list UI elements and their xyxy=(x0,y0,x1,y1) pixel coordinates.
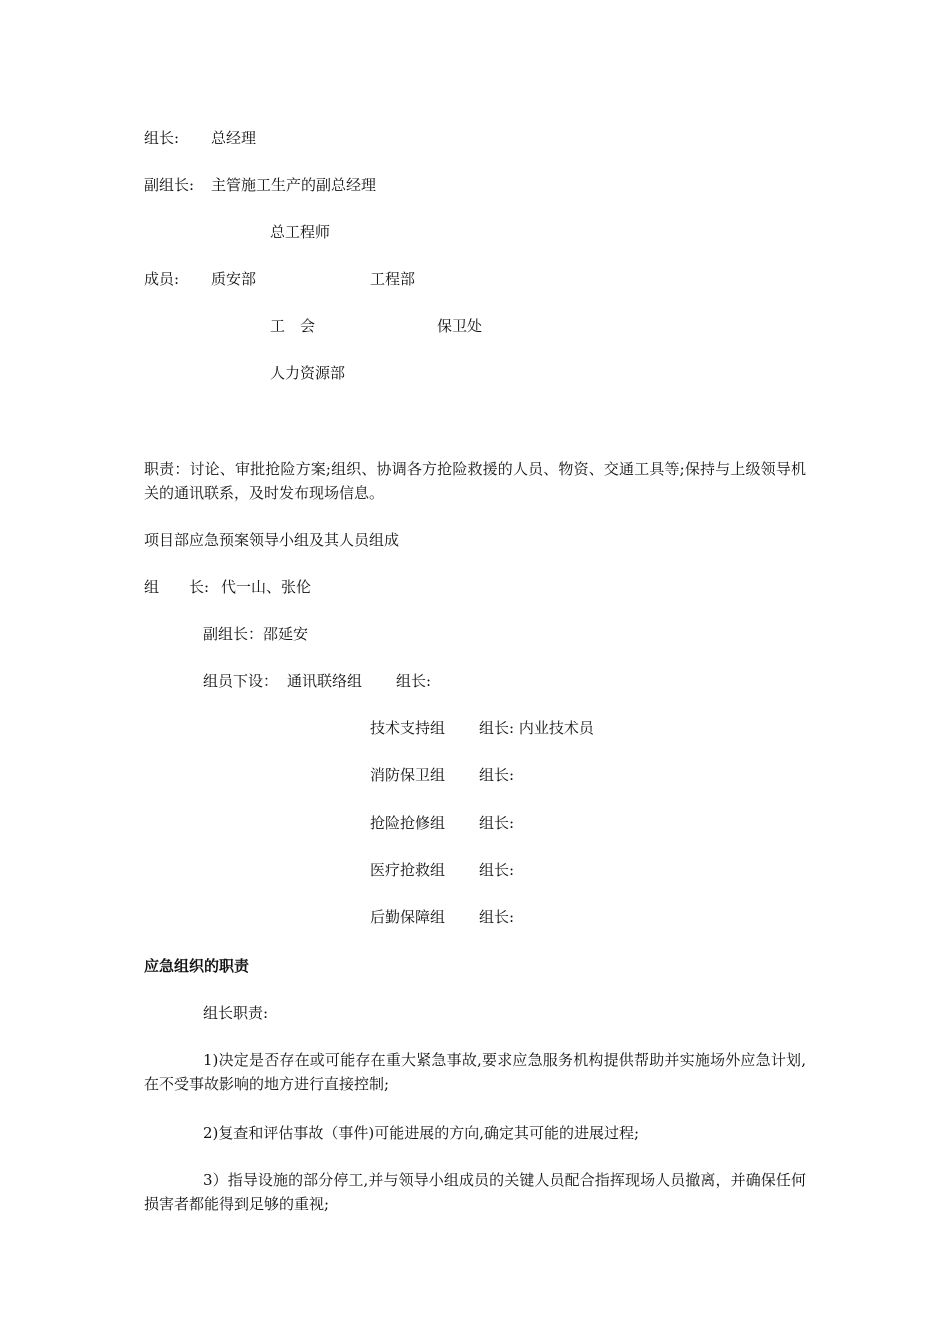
team-leader: 组长: xyxy=(479,908,515,926)
member-item: 保卫处 xyxy=(437,317,483,335)
deputy-value-1: 主管施工生产的副总经理 xyxy=(211,176,377,194)
member-item: 工程部 xyxy=(370,270,416,288)
team-name: 抢险抢修组 xyxy=(370,814,446,832)
member-item: 人力资源部 xyxy=(270,364,346,382)
leader-label: 组长: xyxy=(144,129,180,147)
deputy-label: 副组长: xyxy=(144,176,195,194)
team-name: 技术支持组 xyxy=(370,719,446,737)
sub-teams-label: 组员下设： xyxy=(203,672,279,690)
team-name: 医疗抢救组 xyxy=(370,861,446,879)
project-deputy: 副组长：邵延安 xyxy=(203,625,309,643)
team-name: 后勤保障组 xyxy=(370,908,446,926)
team-name: 消防保卫组 xyxy=(370,766,446,784)
member-item: 工 会 xyxy=(270,317,316,335)
leader-duties-label: 组长职责: xyxy=(203,1004,269,1022)
leader-duty-item: 2)复查和评估事故（事件)可能进展的方向,确定其可能的进展过程; xyxy=(203,1124,640,1142)
org-duties-heading: 应急组织的职责 xyxy=(144,957,250,975)
team-leader: 组长: 内业技术员 xyxy=(479,719,594,737)
project-leader-value: 代一山、张伦 xyxy=(221,578,312,596)
leader-value: 总经理 xyxy=(211,129,257,147)
team-leader: 组长: xyxy=(479,766,515,784)
deputy-value-2: 总工程师 xyxy=(270,223,331,241)
leader-duty-item: 3）指导设施的部分停工,并与领导小组成员的关键人员配合指挥现场人员撤离，并确保任何损害者都能得到足够的重视; xyxy=(144,1171,806,1213)
duties-paragraph: 职责：讨论、审批抢险方案;组织、协调各方抢险救援的人员、物资、交通工具等;保持与上级领导机关的通讯联系，及时发布现场信息。 xyxy=(144,460,806,502)
team-name: 通讯联络组 xyxy=(287,672,363,690)
project-section-title: 项目部应急预案领导小组及其人员组成 xyxy=(144,531,400,549)
team-leader: 组长: xyxy=(479,814,515,832)
team-leader: 组长: xyxy=(396,672,432,690)
members-label: 成员: xyxy=(144,270,180,288)
member-item: 质安部 xyxy=(211,270,257,288)
project-leader-label: 组 长: xyxy=(144,578,210,596)
team-leader: 组长: xyxy=(479,861,515,879)
leader-duty-item: 1)决定是否存在或可能存在重大紧急事故,要求应急服务机构提供帮助并实施场外应急计划,在不受事故影响的地方进行直接控制; xyxy=(144,1051,806,1093)
